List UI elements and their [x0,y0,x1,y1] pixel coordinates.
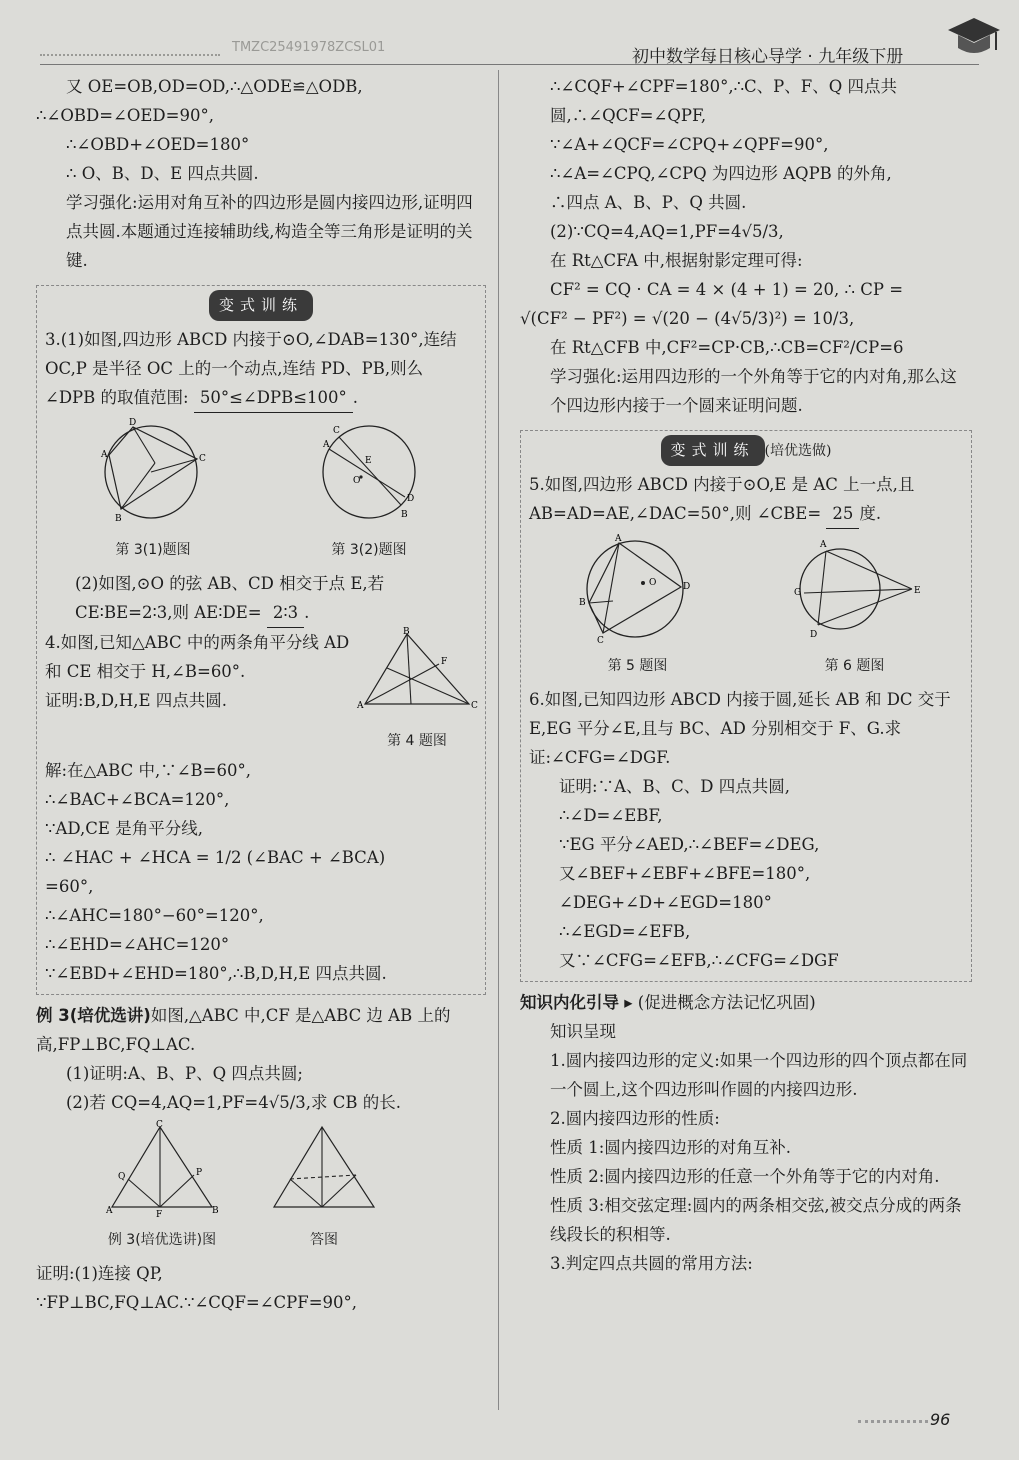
example-3 [36,1001,486,1059]
practice-badge: 变式训练 [209,290,313,321]
answer: 25 [826,499,859,529]
svg-text:D: D [129,418,137,428]
circle-figure [790,533,920,643]
text-line: ∴∠A=∠CPQ,∠CPQ 为四边形 AQPB 的外角, [550,164,892,183]
practice-box [520,430,972,982]
text-line: ∵∠A+∠QCF=∠CPQ+∠QPF=90°, [550,135,829,154]
svg-text:A: A [357,701,364,711]
example-title: 例 3(培优选讲) [36,1006,151,1025]
svg-text:C: C [199,454,206,464]
proof-line: ∠DEG+∠D+∠EGD=180° [559,893,772,912]
question-text: 3.(1)如图,四边形 ABCD 内接于⊙O,∠DAB=130°,连结 OC,P 是半径 OC 上的一个动点,连结 PD、PB,则么 ∠DPB 的取值范围: [45,330,457,407]
left-column [36,72,486,1317]
proof-line: 又∵∠CFG=∠EFB,∴∠CFG=∠DGF [559,951,839,970]
right-column [520,72,972,1278]
figure-caption: 第 3(1)题图 [115,542,191,558]
question-4-block [45,628,477,756]
answer: 2∶3 [267,598,304,628]
circle-figure [93,417,213,527]
text-line: 又 OE=OB,OD=OD,∴△ODE≌△ODB, [66,77,363,96]
example-text: 如图,△ABC 中,CF 是△ABC 边 AB 上的高,FP⊥BC,FQ⊥AC. [36,1006,451,1054]
svg-text:D: D [682,582,690,592]
svg-text:E: E [913,586,921,596]
figure-4 [357,628,477,756]
knowledge-line: 知识呈现 [550,1022,616,1041]
solution-line: ∵AD,CE 是角平分线, [45,819,203,838]
svg-text:D: D [407,494,415,504]
svg-text:C: C [333,426,340,436]
knowledge-line: 性质 1:圆内接四边形的对角互补. [550,1138,792,1157]
svg-text:A: A [819,540,826,550]
svg-text:A: A [101,450,108,460]
knowledge-title: 知识内化引导 [520,993,619,1012]
header-dots [40,54,220,56]
text-line: ∴∠OBD=∠OED=90°, [36,106,214,125]
svg-text:G: G [793,588,801,598]
column-divider [498,70,499,1410]
knowledge-line: 3.判定四点共圆的常用方法: [550,1254,753,1273]
question-6: 6.如图,已知四边形 ABCD 内接于圆,延长 AB 和 DC 交于E,EG 平分∠E,且与 BC、AD 分别相交于 F、G.求证:∠CFG=∠DGF. [529,690,951,767]
unit: 度. [859,504,882,523]
knowledge-line: 1.圆内接四边形的定义:如果一个四边形的四个顶点都在同一个圆上,这个四边形叫作圆的内接四边形. [550,1051,968,1099]
svg-text:C: C [596,636,604,646]
circle-figure [309,417,429,527]
knowledge-line: 2.圆内接四边形的性质: [550,1109,720,1128]
question-3-2: (2)如图,⊙O 的弦 AB、CD 相交于点 E,若 CE∶BE=2∶3,则 AE∶DE= 2∶3 . [45,569,477,628]
figure-caption: 例 3(培优选讲)图 [107,1232,217,1248]
svg-text:B: B [115,514,122,524]
answer: 50°≤∠DPB≤100° [194,383,353,413]
proof-line: ∴∠D=∠EBF, [559,806,663,825]
solution-line: 解:在△ABC 中,∵∠B=60°, [45,761,251,780]
proof-line: 证明:(1)连接 QP, [36,1264,163,1283]
proof-line: ∴∠EGD=∠EFB, [559,922,691,941]
proof-line: ∵EG 平分∠AED,∴∠BEF=∠DEG, [559,835,820,854]
text-line: ∴∠OBD+∠OED=180° [66,135,250,154]
svg-text:B: B [403,627,410,637]
svg-text:A: A [614,534,621,544]
svg-text:O: O [353,476,361,486]
svg-text:B: B [578,598,586,608]
svg-text:F: F [156,1210,163,1220]
triangle-figure [268,1121,380,1217]
knowledge-line: 性质 3:相交弦定理:圆内的两条相交弦,被交点分成的两条线段长的积相等. [550,1196,962,1244]
knowledge-sub: (促进概念方法记忆巩固) [637,993,816,1012]
svg-text:C: C [471,701,478,711]
text-line: (2)∵CQ=4,AQ=1,PF=4√5/3, [550,222,784,241]
question-4: 4.如图,已知△ABC 中的两条角平分线 AD 和 CE 相交于 H,∠B=60°. [45,633,350,681]
svg-text:A: A [323,440,330,450]
figure-caption: 第 3(2)题图 [331,542,407,558]
practice-box [36,285,486,995]
text-line: ∴ O、B、D、E 四点共圆. [66,164,259,183]
circle-figure [573,533,703,646]
example-3-part2: (2)若 CQ=4,AQ=1,PF=4√5/3,求 CB 的长. [66,1093,402,1112]
figure-row [36,1121,486,1255]
header-rule [40,64,979,65]
text-line: ∴∠CQF+∠CPF=180°,∴C、P、F、Q 四点共圆,∴∠QCF=∠QPF, [550,77,898,125]
figure-caption: 第 5 题图 [607,658,668,674]
svg-text:O: O [648,578,656,588]
svg-text:F: F [441,657,448,667]
figure-row [45,417,477,565]
figure-caption: 答图 [310,1232,338,1248]
text-line: 在 Rt△CFB 中,CF²=CP·CB,∴CB=CF²/CP=6 [550,338,904,357]
text-line: CF² = CQ · CA = 4 × (4 + 1) = 20, ∴ CP = [550,280,904,299]
study-note: 学习强化:运用四边形的一个外角等于它的内对角,那么这个四边形内接于一个圆来证明问题. [550,367,957,415]
solution-line: =60°, [45,877,94,896]
solution-line: ∴ ∠HAC + ∠HCA = 1/2 (∠BAC + ∠BCA) [45,848,386,867]
question-text: 5.如图,四边形 ABCD 内接于⊙O,E 是 AC 上一点,且 AB=AD=AE,∠DAC=50°,则 ∠CBE= [529,475,915,523]
practice-badge: 变式训练 [661,435,765,466]
solution-line: ∴∠BAC+∠BCA=120°, [45,790,230,809]
triangle-figure [357,628,477,718]
figure-caption: 第 4 题图 [387,733,447,749]
svg-text:B: B [401,510,408,520]
question-5 [529,470,963,529]
figure-6 [790,533,920,681]
example-3-part1: (1)证明:A、B、P、Q 四点共圆; [66,1064,303,1083]
proof-line: 又∠BEF+∠EBF+∠BFE=180°, [559,864,811,883]
practice-sub: (培优选做) [764,443,832,459]
study-note: 学习强化:运用对角互补的四边形是圆内接四边形,证明四点共圆.本题通过连接辅助线,构造全等三角形是证明的关键. [66,193,473,270]
figure-3-2 [309,417,429,565]
grad-cap-icon [944,8,1004,64]
knowledge-heading: 知识内化引导 ▸ (促进概念方法记忆巩固) [520,993,816,1012]
text-line: 在 Rt△CFA 中,根据射影定理可得: [550,251,803,270]
svg-text:E: E [365,456,372,466]
proof-line: 证明:∵A、B、C、D 四点共圆, [559,777,790,796]
header-title: 初中数学每日核心导学 · 九年级下册 [632,47,904,67]
svg-text:D: D [809,630,817,640]
question-text: (2)如图,⊙O 的弦 AB、CD 相交于点 E,若 CE∶BE=2∶3,则 AE∶DE= [75,574,385,622]
figure-row [529,533,963,681]
text-line: ∴四点 A、B、P、Q 共圆. [550,193,747,212]
svg-text:C: C [156,1120,163,1130]
triangle-figure [106,1120,219,1220]
header-code: TMZC25491978ZCSL01 [232,40,386,55]
figure-example-3 [106,1121,218,1255]
figure-answer [268,1121,380,1255]
solution-line: ∴∠AHC=180°−60°=120°, [45,906,264,925]
svg-text:B: B [212,1206,219,1216]
svg-text:A: A [106,1206,113,1216]
solution-line: ∴∠EHD=∠AHC=120° [45,935,230,954]
question-4-prove: 证明:B,D,H,E 四点共圆. [45,691,227,710]
solution-line: ∵∠EBD+∠EHD=180°,∴B,D,H,E 四点共圆. [45,964,387,983]
proof-line: ∵FP⊥BC,FQ⊥AC.∵∠CQF=∠CPF=90°, [36,1293,358,1312]
page-number: 96 [930,1410,951,1429]
figure-3-1 [93,417,213,565]
figure-5 [573,533,703,681]
knowledge-line: 性质 2:圆内接四边形的任意一个外角等于它的内对角. [550,1167,940,1186]
figure-caption: 第 6 题图 [824,658,885,674]
page-dots [858,1420,928,1423]
question-3-1: 3.(1)如图,四边形 ABCD 内接于⊙O,∠DAB=130°,连结 OC,P 是半径 OC 上的一个动点,连结 PD、PB,则么 ∠DPB 的取值范围: 50°≤∠DPB≤100° . [45,325,477,413]
text-line: √(CF² − PF²) = √(20 − (4√5/3)²) = 10/3, [520,309,855,328]
svg-text:P: P [196,1168,203,1178]
svg-text:Q: Q [118,1172,126,1182]
